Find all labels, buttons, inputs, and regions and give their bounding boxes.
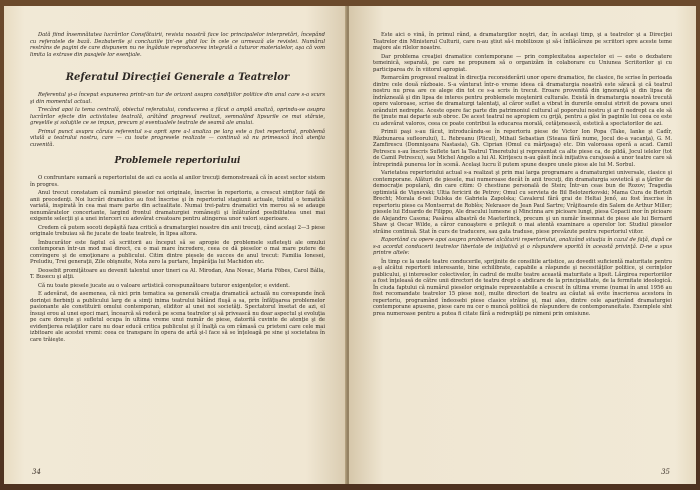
body-paragraph-5: Deosebit promiţătoare au devenit talentul unor tineri ca Al. Mirodan, Ana Novac, Maria Föbes, Carol Bálla, T. Busecu şi alţii. — [30, 267, 325, 280]
right-paragraph-4: Primii paşi s-au făcut, introducându-se în repertoriu piese de Victor Ion Popa (Take, Ianke şi Cadîr, Răzbunarea sufleorului), L. Rebreanu (Plicul), Mihail Sebastian (Steaua fără nume, Jocul de-a vacanţa), G. M. Zamfirescu (Domnişoara Nastasia), Gh. Ciprian (Omul cu mârţoaga) etc. Din valoroasa operă a acad. Camil Petrescu s-au înscris Suflete tari la Teatrul Tineretului şi reprezentat ca alte piese ca, de pildă, Jocul ielelor (tot de Camil Petrescu), sau Michel Angelo a lui Al. Kiriţescu n-au găsit încă iniţiativa curajoasă a unor teatre care să întreprindă punerea lor în scenă. Acelaşi lucru îl putem spune despre unele piese ale lui M. Sorbul. — [373, 129, 672, 168]
page-number-left: 34 — [32, 468, 41, 476]
right-paragraph-5: Varietatea repertoriului actual s-a realizat şi prin mai larga programare a dramaturgiei universale, clasice şi contemporane. Alături de piesele, mai numeroase decât în anii trecuţi, din dramaturgia sovietică şi a ţărilor de democraţie populară, din care citim: O chestiune personală de Stein; Într-un ceas bun de Rozov; Tragedia optimistă de Vişnevski; Ultia fericirii de Petrov; Omul cu servieta de Bil Belotzerkovski; Mama Cura de Bertolt Brecht; Morala d-nei Dulska de Gabriela Zapolska; Cavalerul fără grai de Heltai Jenő, au fost înscrise în repertoriu piese ca Montserrat de Roblès; Nekrasov de Jean Paul Sartre; Vrăjitoarele din Salem de Arthur Miller; piesele lui Eduardo de Filippo, Ale dracului lumesne şi Mincinna are picioare lungi, piesa Copacii mor în picioare de Alejandro Casona; Pasărea albastră de Maeterlinck, precum şi un număr însemnat de piese ale lui Bernard Shaw şi Oscar Wilde, a căror cunoaştere e prilejuit o mai atentă examinare a operelor lor. Studiul pieselor străine continuă. Stat în curs de traducere, sau gata traduse, piese prevăzute pentru repertoriul viitor. — [373, 170, 672, 235]
heading-paragraph-1: Referentul şi-a început expunerea printr-un tur de orizont asupra condiţiilor politice din anul care s-a scurs şi din momentul actual. — [30, 92, 325, 105]
right-paragraph-7: În timp ce la unele teatre conducerile, sprijinite de consiliile artistice, au dovedit suficientă maturitate pentru a-şi alcătui repertorii interesante, bine echilibrate, capabile a răspunde şi necesităţilor politice, şi cerinţelor publicului, şi intereselor colectivelor, în cadrul de multe teatre această maturitate a lipsit. Lărgirea repertoriilor a fost înţeleasă de către unii directori de teatru drept o abdicare de la principialitate, de la fermitate ideologică. În ciuda faptului că numărul pieselor originale reprezentabile a crescut în ultima vreme (numai în anul 1956 au fost recomandate teatrelor 15 piese noi), multe directori de teatru au căutat să evite înscrierea acestora în repertoriu, programând îndeosebi piese clasice străine şi, mai ales, dintre cele aparţinând dramaturgiei contemporane apusene, piese care nu cer o muncă politică de răspundere de contemporaneitate. Exemplele sînt prea numeroase pentru a putea fi citate fără a redreptăţi pe nimeni prin omisiune. — [373, 258, 672, 317]
body-paragraph-2: Anul trecut constatam că numărul pieselor noi originale, înscrise în repertoriu, a crescut simţitor faţă de anii precedenţi. Noi lucrări dramatice au fost înscrise şi în repertoriul stagiunii actuale, trăitul o tematică variată, inspirată în cea mai mare parte din actualitate. Numai trei-patru dramatici vin merou să se adauge nenumăratelor concertante, largind frontul dramaturgiei româneşti şi înlăturând posibilitatea unei mai exigente selecţii şi a unei interceri cu adevărat creatoare pentru atingerea unor valori superioare. — [30, 190, 325, 222]
right-page — [349, 6, 696, 484]
page-number-right: 35 — [661, 468, 670, 476]
body-paragraph-7: E adevărat, de asemenea, că nici prin tematica sa generală creaţia dramatică actuală nu corespunde încă dorinţei fierbinţi a publicului larg de a simţi inima teatrului bătând fluşă a sa, prin înfăţişarea problemelor pasionante ale constituirii omului contemporan, eliditor al unei noi societăţi. Spectatorul însetat de azi, el însuşi erou al unei epoci mari, încearcă să redecă pe scena teatrelor şi să privească nu doar aspectul şi evoluţia pe care doreşte şi sufletul ocupa în ultima vreme unui număr de piese, datorită cuvinte de atenţie şi de evidenţierea relaţiilor care nu doar educă critica publicului şi îl înalţă ca om rămasă cu prieteni care cele mai izbitoare ale acestei vremi: ceea ce transpare în opera de artă şi-l face să se înţeleagă pe sine şi societatea în care trăieşte. — [30, 291, 325, 343]
intro-paragraph: Dată fiind însemnătatea lucrărilor Consfătuirii, revista noastră face loc principalelor interpretări, începând cu referatele de bază. Dezbaterile şi concluziile ţin'-ne ghid loc în cele ce urmează ale revistei. Numărul restrâns de pagini de care dispunem nu ne îngăduie reproducerea integrală a tuturor materialelor, aşa că vom limita la extrase din pasajele lor esenţiale. — [30, 32, 325, 58]
body-paragraph-6: Că nu toate piesele jucate au o valoare artistică corespunzătoare tuturor exigenţelor, e evident. — [38, 282, 290, 289]
body-paragraph-1: O confruntare sumară a repertoriului de azi cu acela al anilor trecuţi demonstrează că în acest sector sistem în progres. — [30, 175, 325, 188]
heading-paragraph-2: Trecând apoi la tema centrală, obiectul referatului, conducerea a făcut o amplă analiză, oprindu-se asupra lucrărilor efecte din activitatea teatrală, arătând progresul realizat, semnalând lipsurile ce mai stăruie, greşelile şi soluţiile ce se impun, precum şi eventualele teatrale de seamă ale anului. — [30, 107, 325, 126]
right-paragraph-2: Dar problema creaţiei dramatice contemporane — prin complexitatea aspectelor ei — este o dezbatere temeinică, separată, pe care ne propunem să o organizăm în colaborare cu Uniunea Scriitorilor şi cu participarea dv. în viitorul apropiat. — [373, 53, 672, 73]
heading-line: Referatul Direcţiei Generale a Teatrelor — [65, 72, 290, 83]
right-paragraph-3: Remarcăm progresul realizat în direcţia reconsiderării unor opere dramatice, fie clasice, fie scrise în perioada dintre cele două războaie. S-a vânturat într-o vreme ideea că dramaturgia noastră este săracă şi că teatrul nostru nu prea are ce alege din tot ce s-a scris în trecut. Eroare provenită din ignoranţă şi din lipsa de îndrăzneală şi din lipsa de interes pentru problemele moştenirii culturale. Există în dramaturgia noastră trecută opere valoroase, scrise de dramaturgi talentaţi, al căror suflet a vibrat în durerile omului strivit de povara unei orânduiri nedrepte. Aceste opere fac parte din patrimoniul cultural al poporului nostru şi ar fi nedrept ca ele să fie ţinute mai departe sub obroc. De acest teatrul ne apropiem cu grijă, pentru a găsi în paginile lui ceea ce este cu adevărat valoros, ceea ce poate contribui la educarea morală, cetăţenească, estetică a spectatorilor de azi. — [373, 75, 672, 127]
left-page — [4, 6, 347, 484]
right-paragraph-1: Este aici o vină, în primul rând, a dramaturgilor noştri, dar, în acelaşi timp, şi a teatrelor şi a Direcţiei Teatrelor din Ministerul Culturii, care n-au ştiut să-i mobilizeze şi să-i înflăcăreze pe scriitori spre aceste teme majore ale rilelor noastre. — [373, 32, 672, 51]
body-paragraph-4: Îmbucurător este faptul că scriitorii au început să se apropie de problemele sufleteşti ale omului contemporan într-un mod mai direct, cu o mai mare încredere, ceea ce dă pieselor o mai mare putere de convingere şi de emoţionare a publicului. Citim dintre piesele de succes de anul trecut: Familia Ionesei, Preludiu, Trei generaţii, Zile obişnuite, Nota zero la purtare, Împărăţia lui Machidon etc. — [30, 239, 325, 265]
body-paragraph-3: Credem că putem socoti depăşită faza critică a dramaturgiei noastre din anii trecuţi, când acelaşi 2—3 piese originale trebuiau să fie jucate de toate teatrele, în lipsa altora. — [30, 224, 325, 237]
heading-paragraph-3: Primul punct asupra căruia referentul s-a oprit spre a-l analiza pe larg este a fost repertoriul, problemă vitală a teatrului nostru, care — cu toate progresele realizate — continuă să nu primească încă atenţia cuvenită. — [30, 128, 325, 148]
subheading-repertoriu: Problemele repertoriului — [114, 156, 241, 166]
section-heading — [30, 72, 325, 84]
right-paragraph-6: Raportând cu opere apoi asupra problemei alcătuirii repertoriului, analizând situaţia în cazul de faţă, după ce s-a acordat conducerii teatrelor libertate de iniţiativă şi o răspundere sporită în această privinţă. D-ne a spus printre altele: — [373, 237, 672, 256]
